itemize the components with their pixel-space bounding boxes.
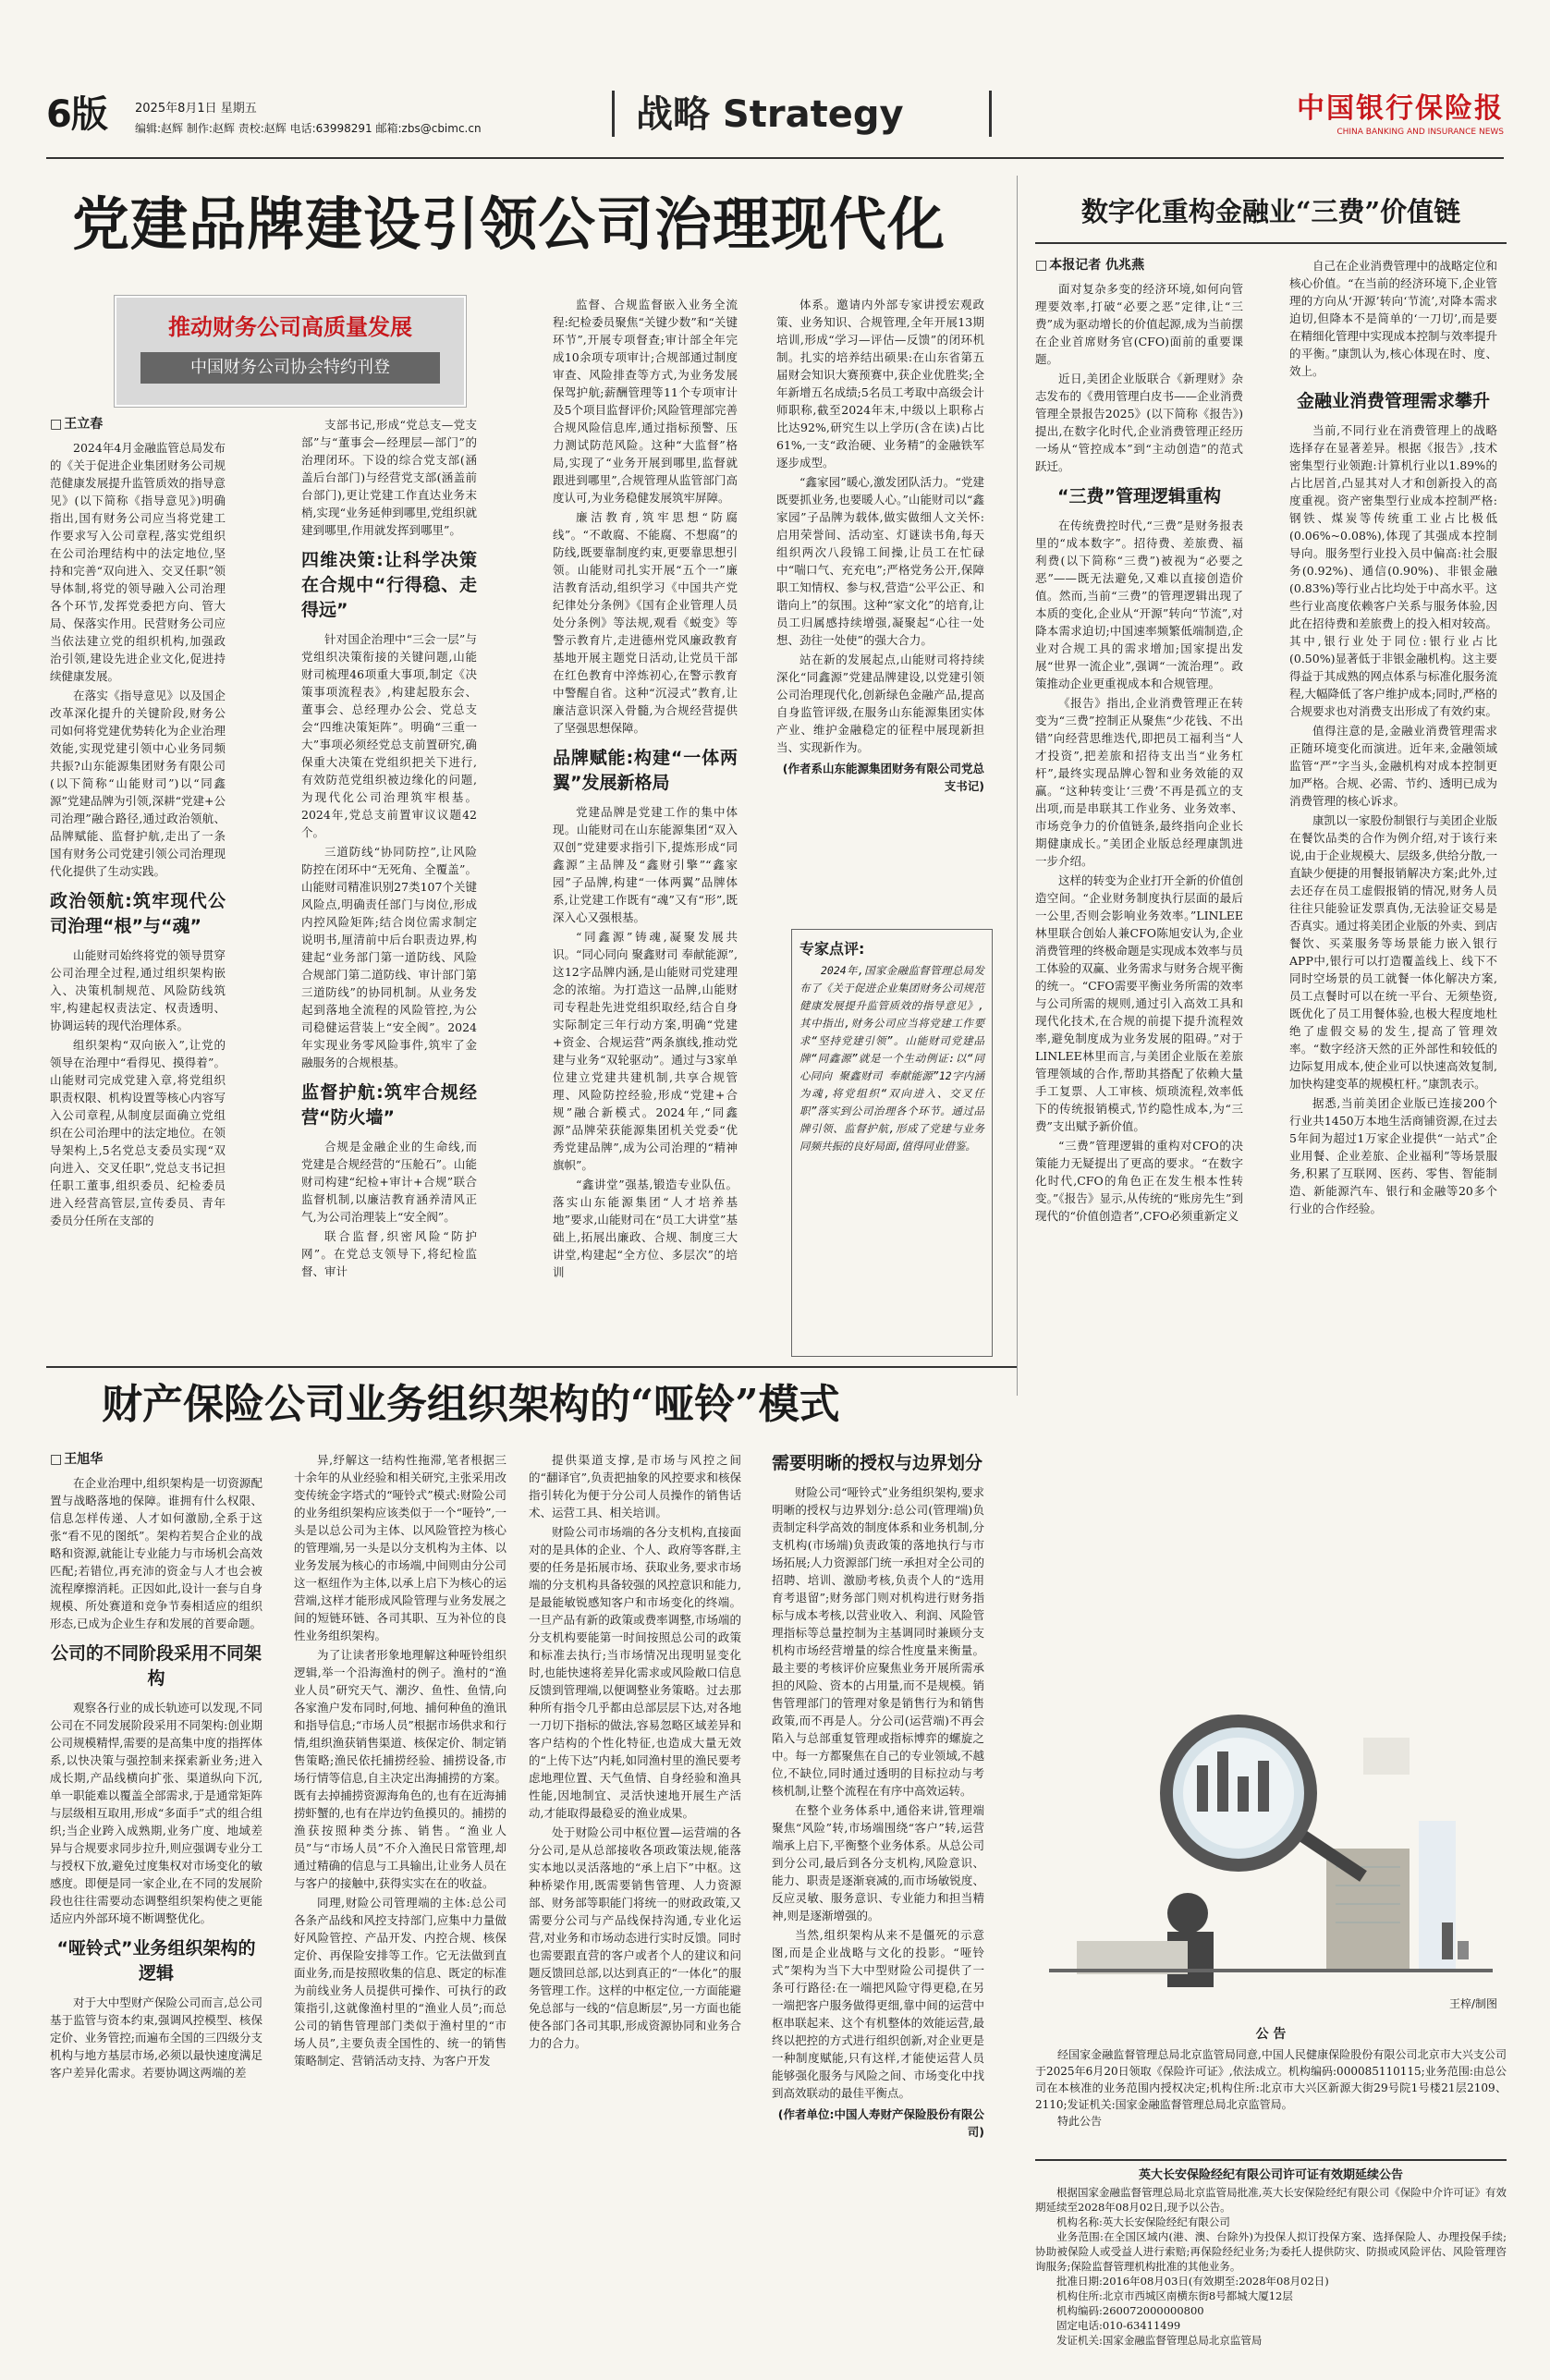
article3-title: 财产保险公司业务组织架构的“哑铃”模式: [102, 1381, 840, 1428]
paragraph: 观察各行业的成长轨迹可以发现,不同公司在不同发展阶段采用不同架构:创业期公司规模精悍,需要的是高集中度的指挥体系,以快决策与强控制来探索新业务;进入成长期,产品线横向扩张、渠道纵向下沉,单一职能难以覆盖全部需求,于是通常矩阵与层级相互取用,形成“多面手”式的组合组织;当企业跨入成熟期,业务广度、地域差异与合规要求同步拉升,则应强调专业分工与授权下放,避免过度集权对市场变化的敏感度。即便是同一家企业,在不同的发展阶段也往往需要动态调整组织架构使之更能适应内外部环境不断调整优化。: [50, 1701, 262, 1925]
paragraph: 异,纾解这一结构性拖滞,笔者根据三十余年的从业经验和相关研究,主张采用改变传统金字塔式的“哑铃式”模式:财险公司的业务组织架构应该类似于一个“哑铃”,一头是以总公司为主体、以风险管控为核心的管理端,另一头是以分支机构为主体、以业务发展为核心的市场端,中间则由分公司这一枢纽作为主体,以承上启下为核心的运营端,这样才能形成风险管理与业务发展之间的短链环链、各司其职、互为补位的良性业务组织架构。: [294, 1453, 506, 1642]
notice-divider: [1035, 2159, 1507, 2161]
subheading: “三费”管理逻辑重构: [1057, 486, 1221, 507]
paragraph: 这样的转变为企业打开全新的价值创造空间。“企业财务制度执行层面的最后一公里,否则会影响业务效率。”LINLEE林里联合创始人兼CFO陈旭安认为,企业消费管理的终极命题是实现成本效率与员工体验的双赢、业务需求与财务合规平衡的统一。“CFO需要平衡业务所需的效率与公司所需的规则,通过引入高效工具和现代化技术,在合规的前提下提升流程效率,避免制度成为业务发展的阻碍。”对于LINLEE林里而言,与美团企业版在差旅管理领域的合作,帮助其搭配了依赖大量手工复票、人工审核、烦琐流程,效率低下的传统报销模式,节约隐性成本,为“三费”支出赋予新价值。: [1035, 873, 1243, 1133]
notice-2: [1035, 2165, 1507, 2349]
paragraph: 处于财险公司中枢位置—运营端的各分公司,是从总部接收各项政策法规,能落实本地以灵活落地的“承上启下”中枢。这种桥梁作用,既需要销售管理、人力资源部、财务部等职能门将统一的财政政策,又需要分公司与产品线保持沟通,专业化运营,对业务和市场动态进行实时反馈。同时也需要跟直营的客户或者个人的建议和问题反馈回总部,以达到真正的“一体化”的服务管理工作。这样的中枢定位,一方面能避免总部与一线的“信息断层”,另一方面也能使各部门各司其职,形成资源协同和业务合力的合力。: [529, 1825, 741, 2050]
paragraph: 站在新的发展起点,山能财司将持续深化“同鑫源”党建品牌建设,以党建引领公司治理现代化,创新绿色金融产品,提高自身监管评级,在服务山东能源集团实体产业、维护金融稳定的征程中展现新担当、实现新作为。: [776, 653, 984, 754]
masthead-divider-right: [989, 91, 992, 137]
paragraph: “同鑫源”铸魂,凝聚发展共识。“同心同向 聚鑫财司 奉献能源”,这12字品牌内涵,是山能财司党建理念的浓缩。为打造这一品牌,山能财司专程赴先进党组织取经,结合自身实际制定三年行动方案,明确“党建+资金、合规运营”两条旗线,推动党建与业务“双轮驱动”。通过与3家单位建立党建共建机制,共享合规管理、风险防控经验,形成“党建+合规”融合新模式。2024年,“同鑫源”品牌荣获能源集团机关党委“优秀党建品牌”,成为公司治理的“精神旗帜”。: [553, 930, 738, 1172]
article1-banner: [115, 296, 466, 407]
article1-col3: [553, 296, 738, 1354]
column-rule: [1017, 176, 1018, 1396]
paragraph: 值得注意的是,金融业消费管理需求正随环境变化而演进。近年来,金融领域监管“严”字当头,金融机构对成本控制更加严格。合规、必需、节约、透明已成为消费管理的核心诉求。: [1289, 724, 1497, 808]
paragraph: 监督、合规监督嵌入业务全流程:纪检委员聚焦“关键少数”和“关键环节”,开展专项督查;审计部全年完成10余项专项审计;合规部通过制度审查、风险排查等方式,为业务发展保驾护航;薪酬管理等11个专项审计及5个项目监督评价;风险管理部完善合规风险信息库,通过指标预警、压力测试防范风险。这种“大监督”格局,实现了“业务开展到哪里,监督就跟进到哪里”,合规管理从监管部门高度认可,为业务稳健发展筑牢屏障。: [553, 298, 738, 505]
notice-1-title: 公 告: [1255, 2027, 1287, 2042]
paragraph: 在企业治理中,组织架构是一切资源配置与战略落地的保障。谁拥有什么权限、信息怎样传递、人才如何激励,全系于这张“看不见的图纸”。架构若契合企业的战略和资源,就能让专业能力与市场机会高效匹配;若错位,再充沛的资金与人才也会被流程摩擦消耗。正因如此,设计一套与自身规模、所处赛道和竞争节奏相适应的组织形态,已成为企业生存和发展的首要命题。: [50, 1476, 262, 1630]
paragraph: 三道防线“协同防控”,让风险防控在闭环中“无死角、全覆盖”。山能财司精准识别27类107个关键风险点,明确责任部门与岗位,形成内控风险矩阵;结合岗位需求制定说明书,厘清前中后台职责边界,构建起“业务部门第一道防线、风险合规部门第二道防线、审计部门第三道防线”的协同机制。从业务发起到落地全流程的风险管控,为公司稳健运营装上“安全阀”。2024年实现业务零风险事件,筑牢了金融服务的合规根基。: [301, 845, 477, 1069]
paragraph: 针对国企治理中“三会一层”与党组织决策衔接的关键问题,山能财司梳理46项重大事项,制定《决策事项流程表》,构建起股东会、董事会、总经理办公会、党总支会“四维决策矩阵”。明确“三重一大”事项必须经党总支前置研究,确保重大决策在党组织把关下进行,有效防范党组织被边缘化的问题,为现代化公司治理筑牢根基。2024年,党总支前置审议议题42个。: [301, 632, 477, 839]
expert-comment-text: 2024年,国家金融监督管理总局发布了《关于促进企业集团财务公司规范健康发展提升监管质效的指导意见》,其中指出,财务公司应当将党建工作要求“坚持党建引领”。山能财司党建品牌“同鑫源”就是一个生动例证:以“同心同向 聚鑫财司 奉献能源”12字内涵为魂,将党组织“双向进入、交叉任职”落实到公司治理各个环节。通过品牌引领、监督护航,形成了党建与业务同频共振的良好局面,值得同业借鉴。: [799, 964, 984, 1153]
paragraph: 在整个业务体系中,通俗来讲,管理端聚焦“风险”转,市场端围绕“客户”转,运营端承上启下,平衡整个业务体系。从总公司到分公司,最后到各分支机构,风险意识、能力、职责是逐渐衰减的,而市场敏锐度、反应灵敏、服务意识、专业能力和担当精神,则是逐渐增强的。: [772, 1803, 984, 1922]
notice-2-line: 固定电话:010-63411499: [1056, 2319, 1181, 2332]
paragraph: 在传统费控时代,“三费”是财务报表里的“成本数字”。招待费、差旅费、福利费(以下简称“三费”)被视为“必要之恶”——既无法避免,又难以直接创造价值。然而,当前“三费”的管理逻辑出现了本质的变化,企业从“开源”转向“节流”,对降本需求迫切;中国速率频繁低端制造,企业对合规工具的需求增加;国家提出发展“世界一流企业”,强调“一流治理”。政策推动企业更重视成本和合规管理。: [1035, 519, 1243, 690]
article2-title-rule: [1035, 242, 1507, 244]
paragraph: 面对复杂多变的经济环境,如何向管理要效率,打破“必要之恶”定律,让“三费”成为驱动增长的价值起源,成为当前摆在企业首席财务官(CFO)面前的重要课题。: [1035, 282, 1243, 366]
banner-subtitle: 中国财务公司协会特约刊登: [140, 352, 440, 384]
subheading: 四维决策:让科学决策在合规中“行得稳、走得远”: [301, 550, 477, 620]
paragraph: 近日,美团企业版联合《新理财》杂志发布的《费用管理白皮书——企业消费管理全景报告2025》(以下简称《报告》)提出,在数字化时代,企业消费管理正经历一场从“管控成本”到“主动创造”的范式跃迁。: [1035, 372, 1243, 473]
subheading: 监督护航:筑牢合规经营“防火墙”: [301, 1082, 477, 1128]
paragraph: 组织架构“双向嵌入”,让党的领导在治理中“看得见、摸得着”。山能财司完成党建入章,将党组织职责权限、机构设置等核心内容写入公司章程,从制度层面确立党组织在公司治理中的法定地位。在领导架构上,5名党总支委员实现“双向进入、交叉任职”,党总支书记担任职工董事,组织委员、纪检委员进入经营高管层,宣传委员、青年委员分任所在支部的: [50, 1038, 226, 1227]
paragraph: 财险公司“哑铃式”业务组织架构,要求明晰的授权与边界划分:总公司(管理端)负责制定科学高效的制度体系和业务机制,分支机构(市场端)负责政策的落地执行与市场拓展;人力资源部门统一承担对全公司的招聘、培训、激励考核,负责个人的“选用育考退留”;财务部门则对机构进行财务指标与成本考核,以营业收入、利润、风险管理指标等总量控制为主基调同时兼顾分支机构市场经营增量的综合性度量来衡量。最主要的考核评价应聚焦业务开展所需承担的风险、资本的占用量,而不是规模。销售管理部门的管理对象是销售行为和销售政策,而不再是人。分公司(运营端)不再会陷入与总部重复管理或指标博弈的螺旋之中。每一方都聚焦在自己的专业领域,不越位,不缺位,同时通过透明的目标拉动与考核机制,让整个流程在有序中高效运转。: [772, 1485, 984, 1798]
paragraph: “三费”管理逻辑的重构对CFO的决策能力无疑提出了更高的要求。“在数字化时代,CFO的角色正在发生根本性转变。”《报告》显示,从传统的“账房先生”到现代的“价值创造者”,CFO必须重新定义: [1035, 1139, 1243, 1223]
paragraph: 为了让读者形象地理解这种哑铃组织逻辑,举一个沿海渔村的例子。渔村的“渔业人员”研究天气、潮汐、鱼性、鱼情,向各家渔户发布同时,何地、捕何种鱼的渔讯和指导信息;“市场人员”根据市场供求和行情,组织渔获销售渠道、核保定价、制定销售策略;渔民依托捕捞经验、捕捞设备,市场行情等信息,自主决定出海捕捞的方案。既有去掉捕捞资源海角色的,也有在近海捕捞虾蟹的,也有在岸边钓鱼摸贝的。捕捞的渔获按照种类分拣、销售。“渔业人员”与“市场人员”不介入渔民日常管理,却通过精确的信息与工具输出,让业务人员在与客户的接触中,获得实实在在的收益。: [294, 1648, 506, 1890]
paragraph: 山能财司始终将党的领导贯穿公司治理全过程,通过组织架构嵌入、决策机制规范、风险防线筑牢,构建起权责法定、权责透明、协调运转的现代治理体系。: [50, 948, 226, 1032]
paragraph: 2024年4月金融监管总局发布的《关于促进企业集团财务公司规范健康发展提升监管质效的指导意见》(以下简称《指导意见》)明确指出,国有财务公司应当将党建工作要求写入公司章程,落实党组织在公司治理结构中的法定地位,坚持和完善“双向进入、交叉任职”领导体制,将党的领导融入公司治理各个环节,发挥党委把方向、管大局、保落实作用。民营财务公司应当依法建立党的组织机构,加强政治引领,建设先进企业文化,促进持续健康发展。: [50, 441, 226, 683]
article2-author: □ 本报记者 仇兆燕: [1035, 257, 1243, 275]
paragraph: 合规是金融企业的生命线,而党建是合规经营的“压舱石”。山能财司构建“纪检+审计+合规”联合监督机制,以廉洁教育涵养清风正气,为公司治理装上“安全阀”。: [301, 1140, 477, 1224]
paragraph: 党建品牌是党建工作的集中体现。山能财司在山东能源集团“双入双创”党建要求指引下,提炼形成“同鑫源”主品牌及“鑫财引擎”“鑫家园”子品牌,构建“一体两翼”品牌体系,让党建工作既有“魂”又有“形”,既深入心又强根基。: [553, 805, 738, 924]
article1-byline: (作者系山东能源集团财务有限公司党总支书记): [782, 762, 984, 793]
expert-comment-box: [791, 929, 993, 1357]
paper-name: 中国银行保险报: [1297, 92, 1504, 125]
paragraph: 提供渠道支撑,是市场与风控之间的“翻译官”,负责把抽象的风控要求和核保指引转化为便于分公司人员操作的销售话术、运营工具、相关培训。: [529, 1453, 741, 1520]
notice-1-text: 经国家金融监督管理总局北京监管局同意,中国人民健康保险股份有限公司北京市大兴支公司于2025年6月20日领取《保险许可证》,依法成立。机构编码:000085110115;业务范围:由总公司在本核准的业务范围内授权决定;机构住所:北京市大兴区新源大街29号院1号楼21层2109、2110;发证机关:国家金融监督管理总局北京监管局。: [1035, 2048, 1507, 2111]
masthead-divider: [612, 91, 615, 137]
article1-col2: [301, 416, 477, 1354]
article3-byline: (作者单位:中国人寿财产保险股份有限公司): [777, 2107, 984, 2139]
paragraph: 在落实《指导意见》以及国企改革深化提升的关键阶段,财务公司如何将党建优势转化为企业治理效能,实现党建引领中心业务同频共振?山东能源集团财务有限公司(以下简称“山能财司”)以“同鑫源”党建品牌为引领,深耕“党建+公司治理”融合路径,通过政治领航、品牌赋能、监督护航,走出了一条国有财务公司党建引领公司治理现代化提供了生动实践。: [50, 689, 226, 878]
magnifier-chart-illustration: [1021, 1710, 1507, 1996]
notice-2-line: 业务范围:在全国区域内(港、澳、台除外)为投保人拟订投保方案、选择保险人、办理投保手续;协助被保险人或受益人进行索赔;再保险经纪业务;为委托人提供防灾、防损或风险评估、风险管理咨询服务;保险监督管理机构批准的其他业务。: [1035, 2230, 1507, 2273]
page-number: 6版: [46, 93, 107, 136]
illustration: [1021, 1710, 1507, 2015]
paragraph: 对于大中型财产保险公司而言,总公司基于监管与资本约束,强调风控模型、核保定价、业务管控;而遍布全国的三四级分支机构与地方基层市场,必须以最快速度满足客户差异化需求。若要协调这两端的差: [50, 1996, 262, 2080]
subheading: 政治领航:筑牢现代公司治理“根”与“魂”: [50, 891, 226, 936]
article3-col1: [50, 1451, 262, 2338]
article1-col4: [776, 296, 984, 897]
notice-2-text: 根据国家金融监督管理总局北京监管局批准,英大长安保险经纪有限公司《保险中介许可证》有效期延续至2028年08月02日,现予以公告。: [1035, 2186, 1507, 2214]
paragraph: 联合监督,织密风险“防护网”。在党总支领导下,将纪检监督、审计: [301, 1229, 477, 1278]
article2-col1: [1035, 257, 1243, 1685]
illustration-credit: 王梓/制图: [1448, 1997, 1497, 2010]
section-divider: [46, 1366, 1017, 1368]
paragraph: 据悉,当前美团企业版已连接200个行业共1450万本地生活商铺资源,在过去5年间为超过1万家企业提供“一站式”企业用餐、企业差旅、企业福利”等场景服务,积累了互联网、医药、零售、智能制造、新能源汽车、银行和金融等20多个行业的合作经验。: [1289, 1096, 1497, 1215]
paragraph: 体系。邀请内外部专家讲授宏观政策、业务知识、合规管理,全年开展13期培训,形成“学习—评估—反馈”的闭环机制。扎实的培养结出硕果:在山东省第五届财会知识大赛预赛中,获企业优胜奖;全年新增五名成绩;5名员工考取中高级会计师职称,截至2024年末,中级以上职称占比达92%,研究生以上学历(含在读)占比61%,一支“政治硬、业务精”的金融铁军逐步成型。: [776, 298, 984, 470]
article1-col1: [50, 416, 226, 1354]
article1-author: □ 王立春: [50, 416, 226, 433]
subheading: 品牌赋能:构建“一体两翼”发展新格局: [553, 748, 738, 793]
paragraph: 当然,组织架构从来不是僵死的示意图,而是企业战略与文化的投影。“哑铃式”架构为当下大中型财险公司提供了一条可行路径:在一端把风险守得更稳,在另一端把客户服务做得更细,靠中间的运营中枢串联起来、这个有机整体的效能运营,最终以把控的方式进行组织创新,对企业更是一种制度赋能,只有这样,才能使运营人员能够强化服务与风险之间、市场变化中找到高效联动的最佳平衡点。: [772, 1928, 984, 2100]
notice-2-line: 发证机关:国家金融监督管理总局北京监管局: [1056, 2334, 1263, 2347]
notice-2-title: 英大长安保险经纪有限公司许可证有效期延续公告: [1138, 2168, 1403, 2182]
article2-col2: [1289, 257, 1497, 1685]
masthead: [46, 85, 1504, 159]
subheading: 金融业消费管理需求攀升: [1296, 391, 1490, 411]
paper-name-en: CHINA BANKING AND INSURANCE NEWS: [1336, 128, 1504, 137]
expert-comment-title: 专家点评:: [799, 940, 865, 958]
paragraph: 廉洁教育,筑牢思想“防腐线”。“不敢腐、不能腐、不想腐”的防线,既要靠制度约束,更要靠思想引领。山能财司扎实开展“五个一”廉洁教育活动,组织学习《中国共产党纪律处分条例》《国有企业管理人员处分条例》等法规,观看《蜕变》等警示教育片,走进德州党风廉政教育基地开展主题党日活动,让党员干部在红色教育中淬炼初心,在警示教育中警醒自省。这种“沉浸式”教育,让廉洁意识深入骨髓,为合规经营提供了坚强思想保障。: [553, 510, 738, 735]
paragraph: 支部书记,形成“党总支—党支部”与“董事会—经理层—部门”的治理闭环。下设的综合党支部(涵盖后台部门)与经营党支部(涵盖前台部门),更让党建工作直达业务末梢,实现“业务延伸到哪里,党组织就建到哪里,作用就发挥到哪里”。: [301, 418, 477, 537]
date-line: 2025年8月1日 星期五: [135, 102, 257, 116]
article2-title: 数字化重构金融业“三费”价值链: [1080, 196, 1461, 227]
masthead-rule: [46, 157, 1504, 159]
paragraph: 自己在企业消费管理中的战略定位和核心价值。“在当前的经济环境下,企业管理的方向从‘开源’转向‘节流’,对降本需求迫切,但降本不是简单的‘一刀切’,而是要在精细化管理中实现成本控制与效率提升的平衡。”康凯认为,核心体现在时、度、效上。: [1289, 259, 1497, 378]
article3-col4: [772, 1451, 984, 2338]
paragraph: “鑫讲堂”强基,锻造专业队伍。落实山东能源集团“人才培养基地”要求,山能财司在“员工大讲堂”基础上,拓展出廉政、合规、制度三大讲堂,构建起“全方位、多层次”的培训: [553, 1178, 738, 1279]
staff-line: 编辑:赵辉 制作:赵辉 责校:赵辉 电话:63998291 邮箱:zbs@cbimc.cn: [135, 122, 482, 135]
subheading: 公司的不同阶段采用不同架构: [50, 1643, 262, 1689]
article3-col3: [529, 1451, 741, 2338]
paragraph: “鑫家园”暖心,激发团队活力。“党建既要抓业务,也要暖人心。”山能财司以“鑫家园”子品牌为载体,做实做细人文关怀:启用荣誉间、活动室、灯谜读书角,每天组织两次八段锦工间操,让员工在忙碌中“喘口气、充充电”;严格党务公开,保障职工知情权、参与权,营造“公平公正、和谐向上”的氛围。这种“家文化”的培育,让员工归属感持续增强,凝聚起“心往一处想、劲往一处使”的强大合力。: [776, 475, 984, 647]
paragraph: 《报告》指出,企业消费管理正在转变为“三费”控制正从聚焦“少花钱、不出错”向经营思维迭代,即把员工福利当“人才投资”,把差旅和招待支出当“业务杠杆”,最终实现品牌心智和业务效能的双赢。“这种转变让‘三费’不再是孤立的支出项,而是串联其工作业务、业务效率、市场竞争力的价值链条,最终指向企业长期健康成长。”美团企业版总经理康凯进一步介绍。: [1035, 696, 1243, 868]
notice-2-line: 批准日期:2016年08月03日(有效期至:2028年08月02日): [1056, 2275, 1329, 2288]
paper-logo: [1297, 85, 1504, 137]
article3-author: □ 王旭华: [50, 1451, 262, 1469]
subheading: 需要明晰的授权与边界划分: [772, 1453, 983, 1473]
notice-2-line: 机构住所:北京市西城区南横东街8号都城大厦12层: [1056, 2289, 1293, 2302]
article1-title: 党建品牌建设引领公司治理现代化: [72, 190, 946, 258]
paragraph: 同理,财险公司管理端的主体:总公司各条产品线和风控支持部门,应集中力量做好风险管控、产品开发、内控合规、核保定价、再保险安排等工作。它无法做到直面业务,而是按照收集的信息、既定的标准为前线业务人员提供可操作、可执行的政策指引,这就像渔村里的“渔业人员”;而总公司的销售管理部门类似于渔村里的“市场人员”,主要负责全国性的、统一的销售策略制定、营销活动支持、为客户开发: [294, 1896, 506, 2068]
paragraph: 当前,不同行业在消费管理上的战略选择存在显著差异。根据《报告》,技术密集型行业领跑:计算机行业以1.89%的占比居首,凸显其对人才和创新投入的高度重视。资产密集型行业成本控制严格:钢铁、煤炭等传统重工业占比极低(0.06%~0.08%),体现了其强成本控制导向。服务型行业投入员中偏高:社会服务(0.92%)、通信(0.90%)、非银金融(0.83%)等行业占比均处于中高水平。这些行业高度依赖客户关系与服务体验,因此在招待费和差旅费上的投入相对较高。其中,银行业处于同位:银行业占比(0.50%)显著低于非银金融机构。这主要得益于其成熟的网点体系与标准化服务流程,大幅降低了客户维护成本;同时,严格的合规要求也对消费支出形成了有效约束。: [1289, 423, 1497, 718]
notice-2-line: 机构名称:英大长安保险经纪有限公司: [1056, 2215, 1230, 2228]
subheading: “哑铃式”业务组织架构的逻辑: [56, 1938, 256, 1983]
article3-col2: [294, 1451, 506, 2338]
paragraph: 财险公司市场端的各分支机构,直接面对的是具体的企业、个人、政府等客群,主要的任务是拓展市场、获取业务,要求市场端的分支机构具备较强的风控意识和能力,是最能敏锐感知客户和市场变化的终端。一旦产品有新的政策或费率调整,市场端的分支机构要能第一时间按照总公司的政策和标准去执行;当市场情况出现明显变化时,也能快速将差异化需求或风险敞口信息反馈到管理端,以便调整业务策略。过去那种所有指令几乎都由总部层层下达,对各地一刀切下指标的做法,容易忽略区域差异和客户结构的个性化特征,也造成大量无效的“上传下达”内耗,如同渔村里的渔民要考虑地理位置、天气鱼情、自身经验和渔具性能,因地制宜、灵活快速地开展生产活动,才能取得最稳妥的渔业成果。: [529, 1525, 741, 1820]
banner-title: 推动财务公司高质量发展: [168, 313, 412, 340]
paragraph: 康凯以一家股份制银行与美团企业版在餐饮品类的合作为例介绍,对于该行来说,由于企业规模大、层级多,供给分散,一直缺少便捷的用餐报销解决方案;此外,过去还存在员工虚假报销的情况,财务人员往往只能验证发票真伪,无法验证交易是否真实。通过将美团企业版的外卖、到店餐饮、买菜服务等场景能力嵌入银行APP中,银行可以打造覆盖线上、线下不同时空场景的员工就餐一体化解决方案,员工点餐时可以在统一平台、无须垫资,既优化了员工用餐体验,也极大程度地杜绝了虚假交易的发生,提高了管理效率。“数字经济天然的正外部性和较低的边际复用成本,使企业可以快速高效复制,加快构建变革的规模杠杆。”康凯表示。: [1289, 813, 1497, 1091]
notice-2-line: 机构编码:260072000000800: [1056, 2304, 1204, 2317]
notice-1-sign: 特此公告: [1057, 2115, 1103, 2128]
notice-1: [1035, 2024, 1507, 2129]
section-title: 战略 Strategy: [636, 93, 904, 136]
